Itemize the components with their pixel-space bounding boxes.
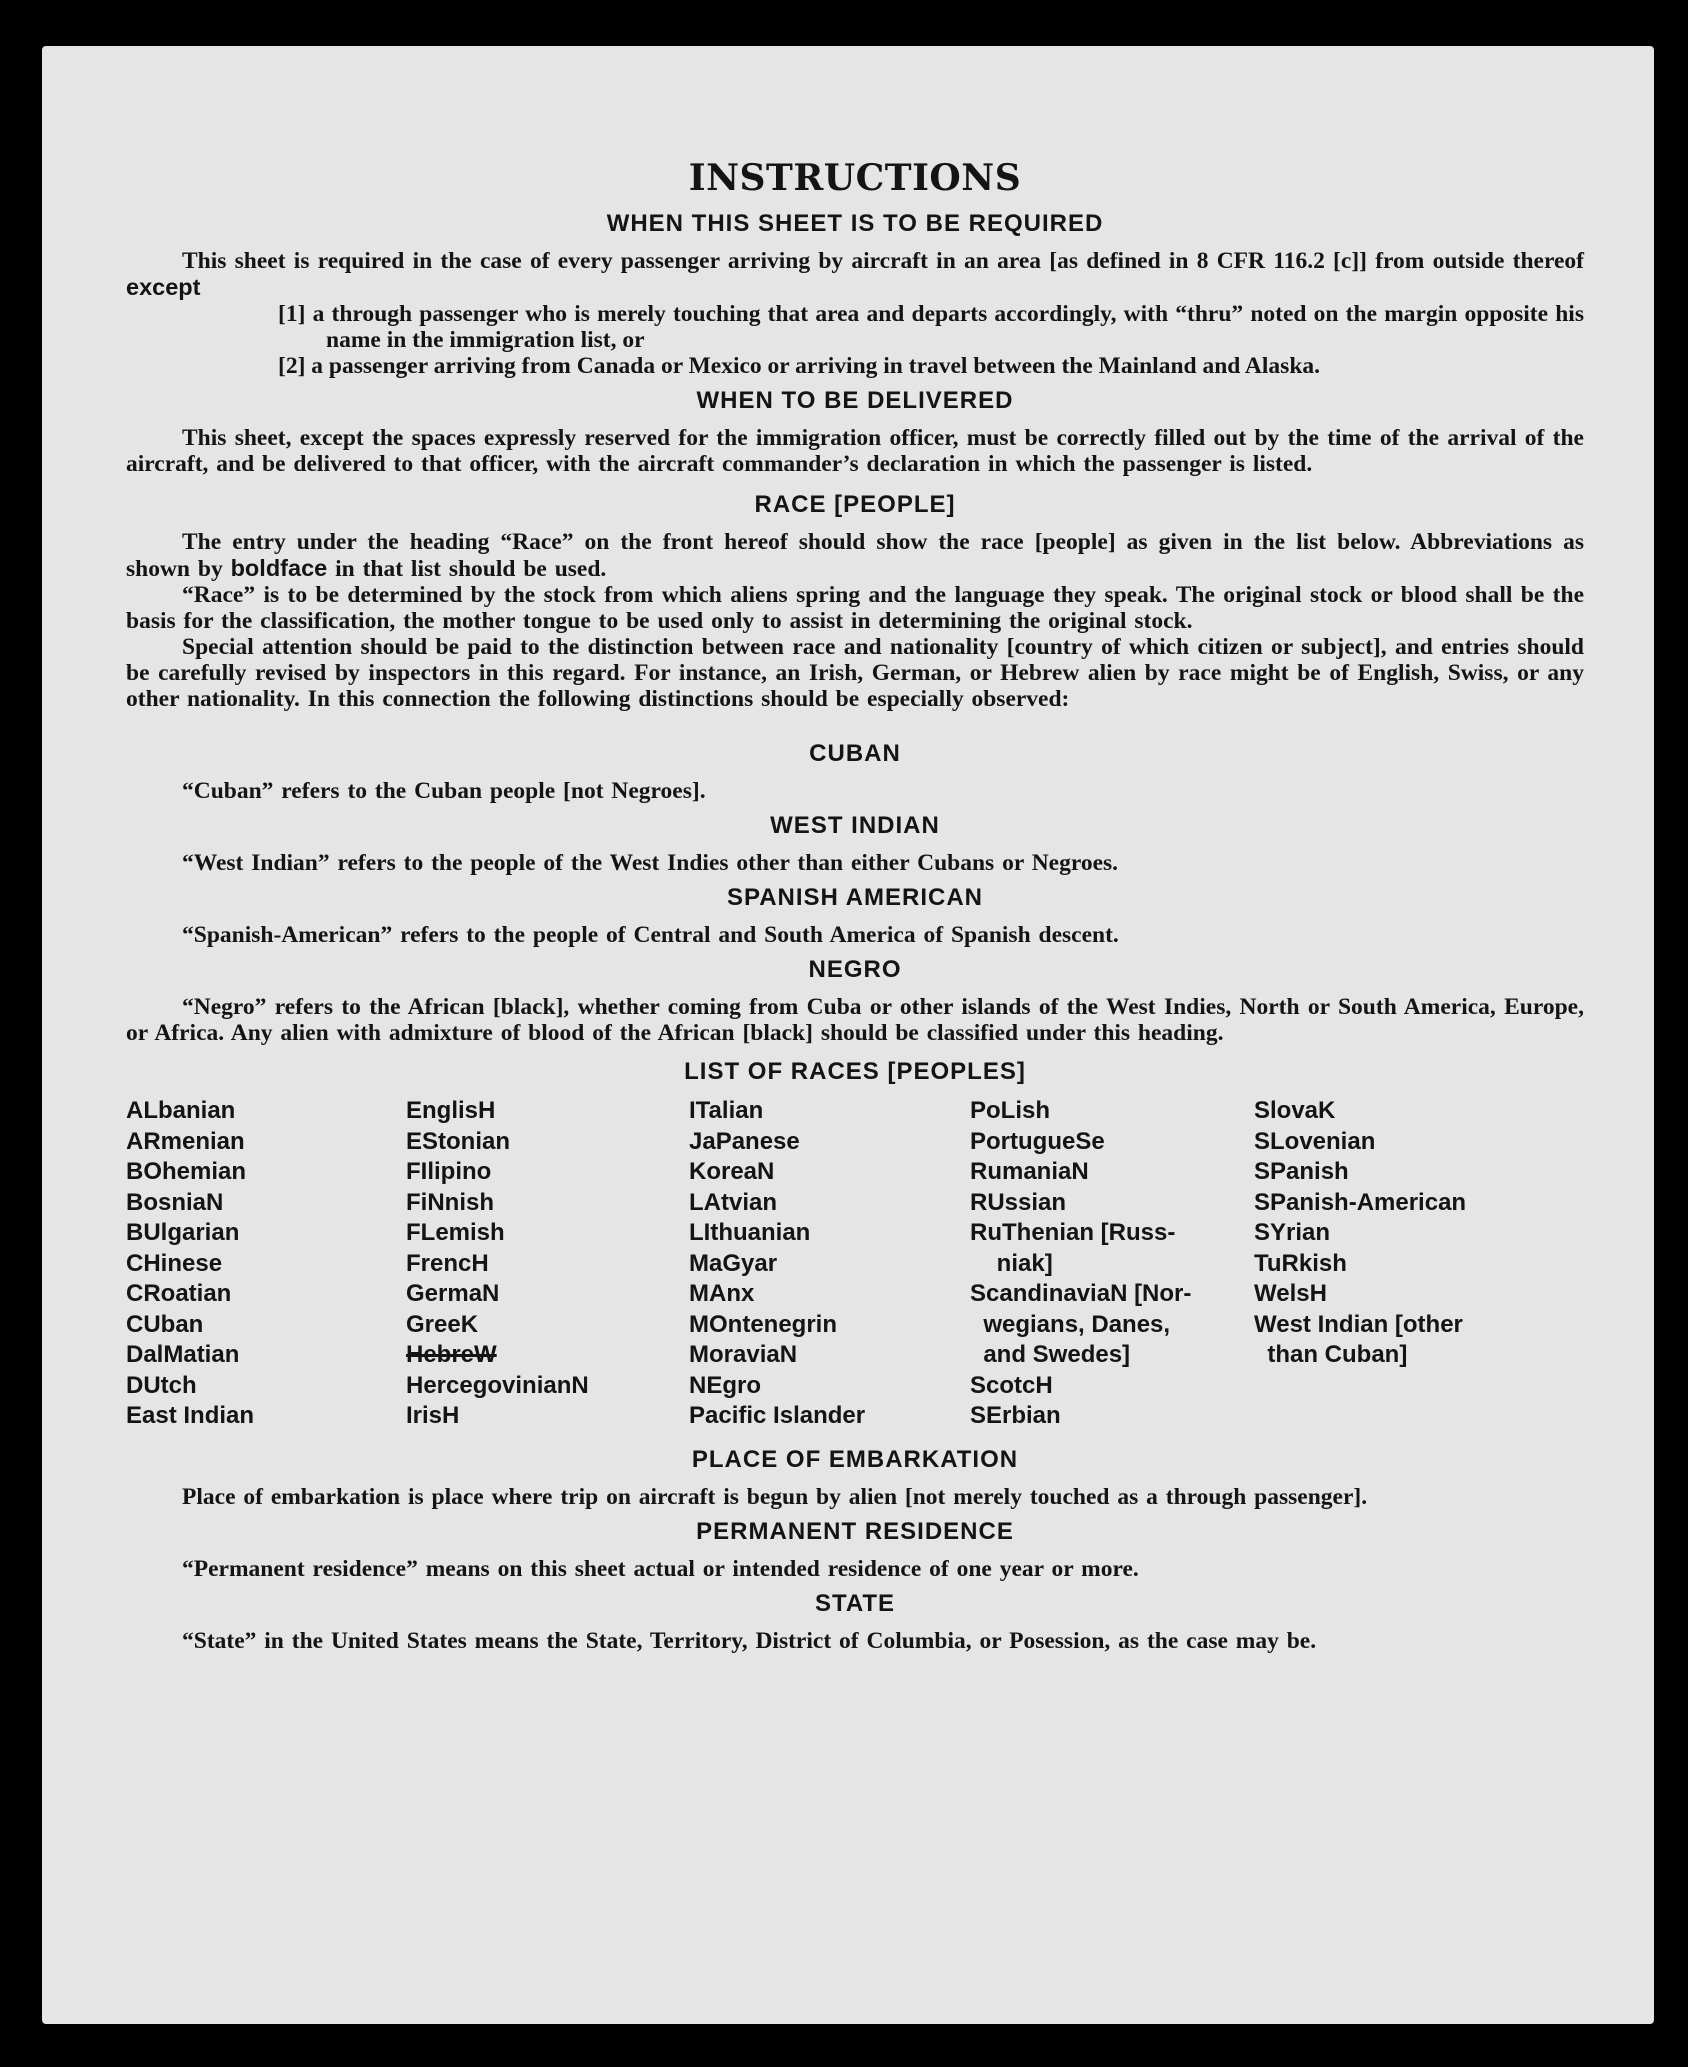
permanent-residence-text: “Permanent residence” means on this sheet actual or intended residence of one year or more.	[182, 1555, 1139, 1582]
heading-when-required: WHEN THIS SHEET IS TO BE REQUIRED	[606, 210, 1104, 237]
race-entry: RUssian	[970, 1188, 1067, 1216]
race-entry: WelsH	[1254, 1280, 1327, 1307]
when-required-intro-text: This sheet is required in the case of every passenger arriving by aircraft in an area [as defined in 8 CFR 116.2 [c]] from outside thereof	[182, 248, 1584, 274]
race-entry: MoraviaN	[689, 1341, 798, 1368]
race-entry: GermaN	[406, 1280, 500, 1307]
race-entry: ScandinaviaN [Nor-	[970, 1280, 1192, 1307]
race-entry: ALbanian	[126, 1097, 236, 1124]
race-entry: and Swedes]	[970, 1341, 1131, 1368]
race-entry: DUtch	[126, 1371, 197, 1399]
race-paragraph-3: Special attention should be paid to the distinction between race and nationality [country of which citizen or subject], and entries should be carefully revised by inspectors in this regard. For instance, an Irish, German, or Hebrew alien by race might be of English, Swiss, or any other nationality. In this connection the following distinctions should be especially observed:	[126, 634, 1584, 712]
race-entry: KoreaN	[689, 1158, 775, 1185]
race-entry: ARmenian	[126, 1127, 245, 1155]
race-entry: HercegovinianN	[406, 1371, 589, 1399]
negro-text: “Negro” refers to the African [black], whether coming from Cuba or other islands of the West Indies, North or South America, Europe, or Africa. Any alien with admixture of blood of the African [black] should be classified under this heading.	[126, 994, 1584, 1046]
race-entry: TuRkish	[1254, 1249, 1347, 1277]
race-p1-after: in that list should be used.	[335, 556, 607, 582]
race-entry: PortugueSe	[970, 1127, 1105, 1155]
heading-list-of-races: LIST OF RACES [PEOPLES]	[684, 1058, 1026, 1085]
race-entry: MOntenegrin	[689, 1310, 837, 1338]
race-column	[689, 1096, 970, 1432]
heading-embarkation: PLACE OF EMBARKATION	[691, 1445, 1019, 1473]
race-p1-bold: boldface	[230, 555, 328, 581]
race-entry: SPanish-American	[1254, 1188, 1467, 1216]
race-entry: JaPanese	[689, 1127, 800, 1155]
west-indian-text: “West Indian” refers to the people of the West Indies other than either Cubans or Negroes.	[182, 850, 1119, 876]
race-entry: EnglisH	[406, 1097, 496, 1124]
race-entry: BUlgarian	[126, 1219, 240, 1246]
race-entry: West Indian [other	[1254, 1310, 1463, 1338]
race-column	[126, 1096, 406, 1432]
race-entry: DalMatian	[126, 1341, 240, 1368]
race-entry: FIlipino	[406, 1158, 492, 1185]
race-entry: ITalian	[689, 1097, 764, 1124]
state-text: “State” in the United States means the State, Territory, District of Columbia, or Posession, as the case may be.	[182, 1627, 1317, 1654]
race-entry: IrisH	[406, 1402, 460, 1429]
race-entry: CHinese	[126, 1249, 223, 1277]
embarkation-text: Place of embarkation is place where trip on aircraft is begun by alien [not merely touched as a through passenger].	[182, 1483, 1368, 1510]
exception-item-2: [2] a passenger arriving from Canada or Mexico or arriving in travel between the Mainland and Alaska.	[278, 353, 1321, 379]
spacer	[126, 712, 1584, 732]
race-entry: BOhemian	[126, 1158, 247, 1185]
race-entry: LIthuanian	[689, 1219, 811, 1246]
race-entry: BosniaN	[126, 1188, 224, 1216]
heading-negro: NEGRO	[808, 956, 902, 983]
race-p1-before: The entry under the heading “Race” on the front hereof should show the race [people] as given in the list below. Abbreviations as shown by	[126, 529, 1584, 582]
cuban-text: “Cuban” refers to the Cuban people [not Negroes].	[182, 778, 706, 804]
race-entry: PoLish	[970, 1097, 1051, 1124]
race-column	[970, 1096, 1254, 1432]
except-word: except	[126, 274, 201, 300]
race-entry: EStonian	[406, 1127, 511, 1155]
heading-race: RACE [PEOPLE]	[754, 491, 956, 518]
race-entry: SPanish	[1254, 1158, 1349, 1185]
race-entry: HebreW	[406, 1341, 497, 1368]
race-entry: SYrian	[1254, 1219, 1331, 1246]
race-entry: FLemish	[406, 1219, 505, 1246]
race-entry: CUban	[126, 1310, 204, 1338]
heading-west-indian: WEST INDIAN	[770, 812, 940, 839]
instructions-content	[126, 154, 1584, 1654]
race-entry: ScotcH	[970, 1371, 1053, 1399]
race-entry: MAnx	[689, 1280, 755, 1307]
race-entry: GreeK	[406, 1310, 479, 1338]
race-entry: NEgro	[689, 1371, 761, 1399]
heading-state: STATE	[814, 1589, 896, 1617]
race-column	[406, 1096, 689, 1432]
when-delivered-text: This sheet, except the spaces expressly reserved for the immigration officer, must be correctly filled out by the time of the arrival of the aircraft, and be delivered to that officer, with the aircraft commander’s declaration in which the passenger is listed.	[126, 425, 1584, 477]
heading-cuban: CUBAN	[809, 740, 901, 767]
race-entry: LAtvian	[689, 1188, 778, 1216]
race-entry: FiNnish	[406, 1188, 494, 1216]
page-title: INSTRUCTIONS	[688, 157, 1022, 199]
race-entry: wegians, Danes,	[970, 1310, 1171, 1338]
race-paragraph-2: “Race” is to be determined by the stock from which aliens spring and the language they speak. The original stock or blood shall be the basis for the classification, the mother tongue to be used only to assist in determining the original stock.	[126, 582, 1584, 634]
race-entry: CRoatian	[126, 1280, 232, 1307]
list-of-races	[126, 1096, 1584, 1432]
race-entry: SErbian	[970, 1402, 1061, 1429]
race-entry: SlovaK	[1254, 1097, 1336, 1124]
document-sheet	[42, 46, 1654, 2024]
race-entry: than Cuban]	[1254, 1341, 1408, 1368]
race-entry: MaGyar	[689, 1249, 778, 1277]
heading-permanent-residence: PERMANENT RESIDENCE	[696, 1517, 1014, 1545]
race-entry: RumaniaN	[970, 1158, 1089, 1185]
spanish-american-text: “Spanish-American” refers to the people of Central and South America of Spanish descent.	[182, 922, 1119, 948]
heading-spanish-american: SPANISH AMERICAN	[726, 884, 983, 911]
heading-when-delivered: WHEN TO BE DELIVERED	[696, 387, 1014, 414]
when-required-intro	[126, 248, 1584, 301]
race-entry: Pacific Islander	[689, 1402, 866, 1429]
race-entry: East Indian	[126, 1402, 255, 1429]
race-entry: SLovenian	[1254, 1127, 1376, 1155]
race-entry: RuThenian [Russ-	[970, 1219, 1176, 1246]
race-paragraph-1	[126, 529, 1584, 582]
race-column	[1254, 1096, 1534, 1432]
exception-item-1: [1] a through passenger who is merely touching that area and departs accordingly, with “thru” noted on the margin opposite his name in the immigration list, or	[278, 301, 1584, 353]
race-entry: niak]	[970, 1249, 1053, 1277]
race-entry: FrencH	[406, 1249, 489, 1277]
